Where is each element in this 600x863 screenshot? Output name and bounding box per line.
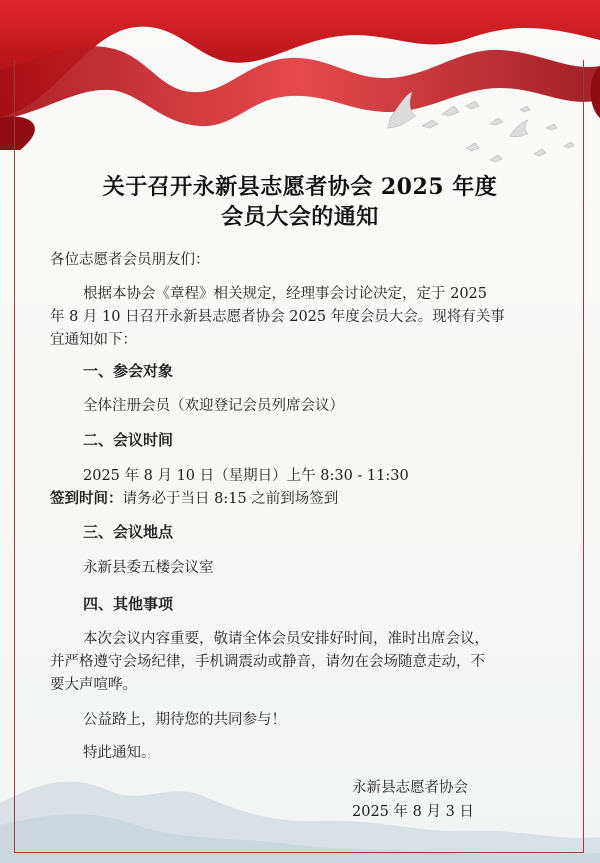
signature-date: 2025 年 8 月 3 日 [352, 804, 474, 820]
section3-body: 永新县委五楼会议室 [83, 560, 214, 576]
section4-line3: 要大声喧哗。 [50, 677, 137, 693]
section4-line1: 本次会议内容重要，敬请全体会员安排好时间，准时出席会议， [83, 631, 489, 647]
section2-body: 2025 年 8 月 10 日（星期日）上午 8:30 - 11:30 [83, 468, 409, 484]
section2-heading: 二、会议时间 [83, 431, 174, 449]
salutation: 各位志愿者会员朋友们： [50, 252, 210, 268]
notice-title-line1: 关于召开永新县志愿者协会 2025 年度 [102, 174, 498, 200]
signature-org: 永新县志愿者协会 [352, 780, 468, 796]
signin-time-line [50, 487, 338, 508]
closing-line2: 特此通知。 [83, 745, 156, 761]
section3-heading: 三、会议地点 [83, 523, 174, 541]
section4-line2: 并严格遵守会场纪律，手机调震动或静音，请勿在会场随意走动，不 [50, 654, 485, 670]
section1-body: 全体注册会员（欢迎登记会员列席会议） [83, 398, 344, 414]
closing-line1: 公益路上，期待您的共同参与！ [83, 712, 286, 728]
signin-label: 签到时间： [50, 490, 123, 507]
intro-line2: 年 8 月 10 日召开永新县志愿者协会 2025 年度会员大会。现将有关事 [50, 309, 505, 325]
intro-line3: 宜通知如下： [50, 332, 137, 348]
section1-heading: 一、参会对象 [83, 362, 174, 380]
notice-title-line2: 会员大会的通知 [221, 204, 379, 230]
section4-heading: 四、其他事项 [83, 595, 174, 613]
intro-line1: 根据本协会《章程》相关规定，经理事会讨论决定，定于 2025 [83, 286, 488, 302]
signin-text: 请务必于当日 8:15 之前到场签到 [122, 491, 339, 507]
